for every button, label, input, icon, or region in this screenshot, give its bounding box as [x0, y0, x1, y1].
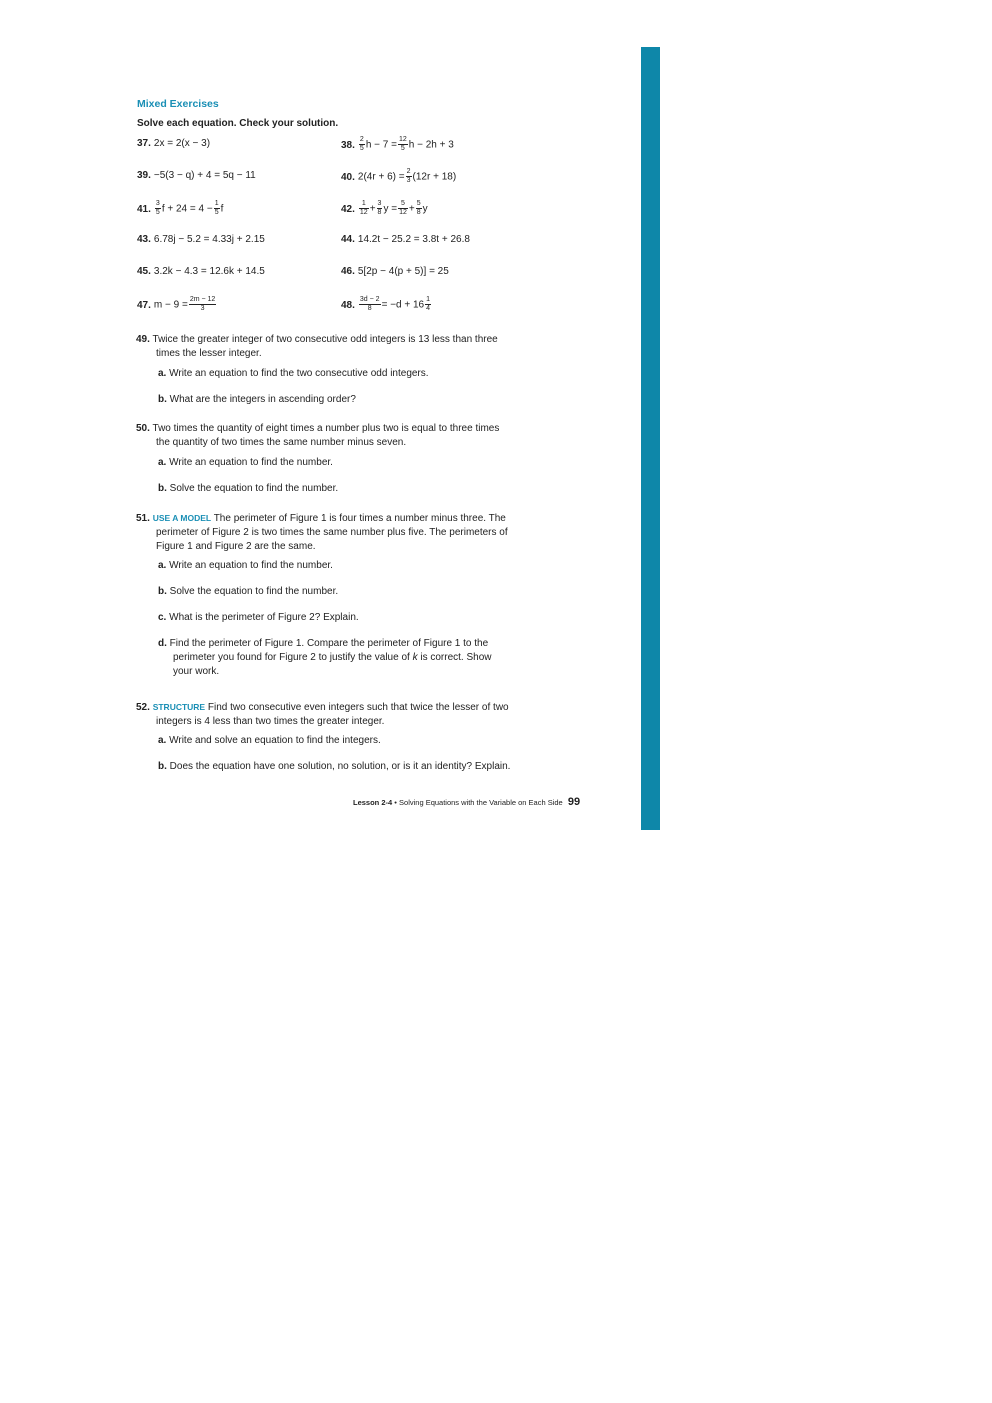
- problem-50b: b. Solve the equation to find the number.: [158, 483, 339, 494]
- exercise-48: 48. $\frac{3d - 2}{8}$ = −d + 16 $\frac{1}{4}$: [341, 296, 431, 312]
- exercise-45: 45. 3.2k − 4.3 = 12.6k + 14.5: [137, 266, 265, 277]
- instructions: Solve each equation. Check your solution.: [137, 118, 339, 129]
- problem-49b: b. What are the integers in ascending order?: [158, 394, 356, 405]
- page-footer: Lesson 2-4 • Solving Equations with the Variable on Each Side 99: [353, 796, 581, 808]
- exercise-38: 38. $\frac{2}{5}$ h − 7 = $\frac{12}{5}$ h − 2h + 3: [341, 136, 454, 152]
- problem-51a: a. Write an equation to find the number.: [158, 560, 333, 571]
- exercise-39: 39. −5(3 − q) + 4 = 5q − 11: [137, 170, 256, 181]
- exercise-46: 46. 5[2p − 4(p + 5)] = 25: [341, 266, 449, 277]
- exercise-43: 43. 6.78j − 5.2 = 4.33j + 2.15: [137, 234, 265, 245]
- lesson-title: Solving Equations with the Variable on Each Side: [399, 798, 563, 807]
- problem-52: 52. STRUCTURE Find two consecutive even integers such that twice the lesser of two integers is 4 less than two times the greater integer.: [136, 702, 509, 727]
- problem-52b: b. Does the equation have one solution, no solution, or is it an identity? Explain.: [158, 761, 511, 772]
- problem-51: 51. USE A MODEL The perimeter of Figure 1 is four times a number minus three. The perimeter of Figure 2 is two times the same number plus five. The perimeters of Figure 1 and Figure 2 are the same.: [136, 513, 508, 552]
- problem-51c: c. What is the perimeter of Figure 2? Explain.: [158, 612, 359, 623]
- exercise-44: 44. 14.2t − 25.2 = 3.8t + 26.8: [341, 234, 470, 245]
- exercise-40: 40. 2(4r + 6) = $\frac{2}{3}$ (12r + 18): [341, 168, 457, 184]
- problem-52a: a. Write and solve an equation to find the integers.: [158, 735, 381, 746]
- exercise-42: 42. $\frac{1}{12}$ + $\frac{3}{8}$ y = $\frac{5}{12}$ + $\frac{5}{8}$ y: [341, 200, 428, 216]
- lesson-label: Lesson 2-4: [353, 798, 393, 807]
- use-a-model-tag: USE A MODEL: [152, 513, 212, 523]
- problem-49: 49. Twice the greater integer of two consecutive odd integers is 13 less than three times the lesser integer.: [136, 334, 498, 359]
- problem-50a: a. Write an equation to find the number.: [158, 457, 333, 468]
- section-heading: Mixed Exercises: [137, 98, 219, 110]
- exercise-41: 41. $\frac{3}{5}$ f + 24 = 4 − $\frac{1}{5}$ f: [137, 200, 224, 216]
- problem-51b: b. Solve the equation to find the number.: [158, 586, 339, 597]
- page-number: 99: [567, 796, 581, 808]
- sidebar-color-bar: [641, 47, 660, 830]
- exercise-37: 37. 2x = 2(x − 3): [137, 138, 211, 149]
- exercise-47: 47. m − 9 = $\frac{2m - 12}{3}$: [137, 296, 216, 312]
- problem-50: 50. Two times the quantity of eight times a number plus two is equal to three times the quantity of two times the same number minus seven.: [136, 423, 500, 448]
- problem-49a: a. Write an equation to find the two consecutive odd integers.: [158, 368, 429, 379]
- problem-51d: d. Find the perimeter of Figure 1. Compare the perimeter of Figure 1 to the perimeter you found for Figure 2 to justify the value of k is correct. Show your work.: [158, 638, 492, 677]
- structure-tag: STRUCTURE: [152, 702, 206, 712]
